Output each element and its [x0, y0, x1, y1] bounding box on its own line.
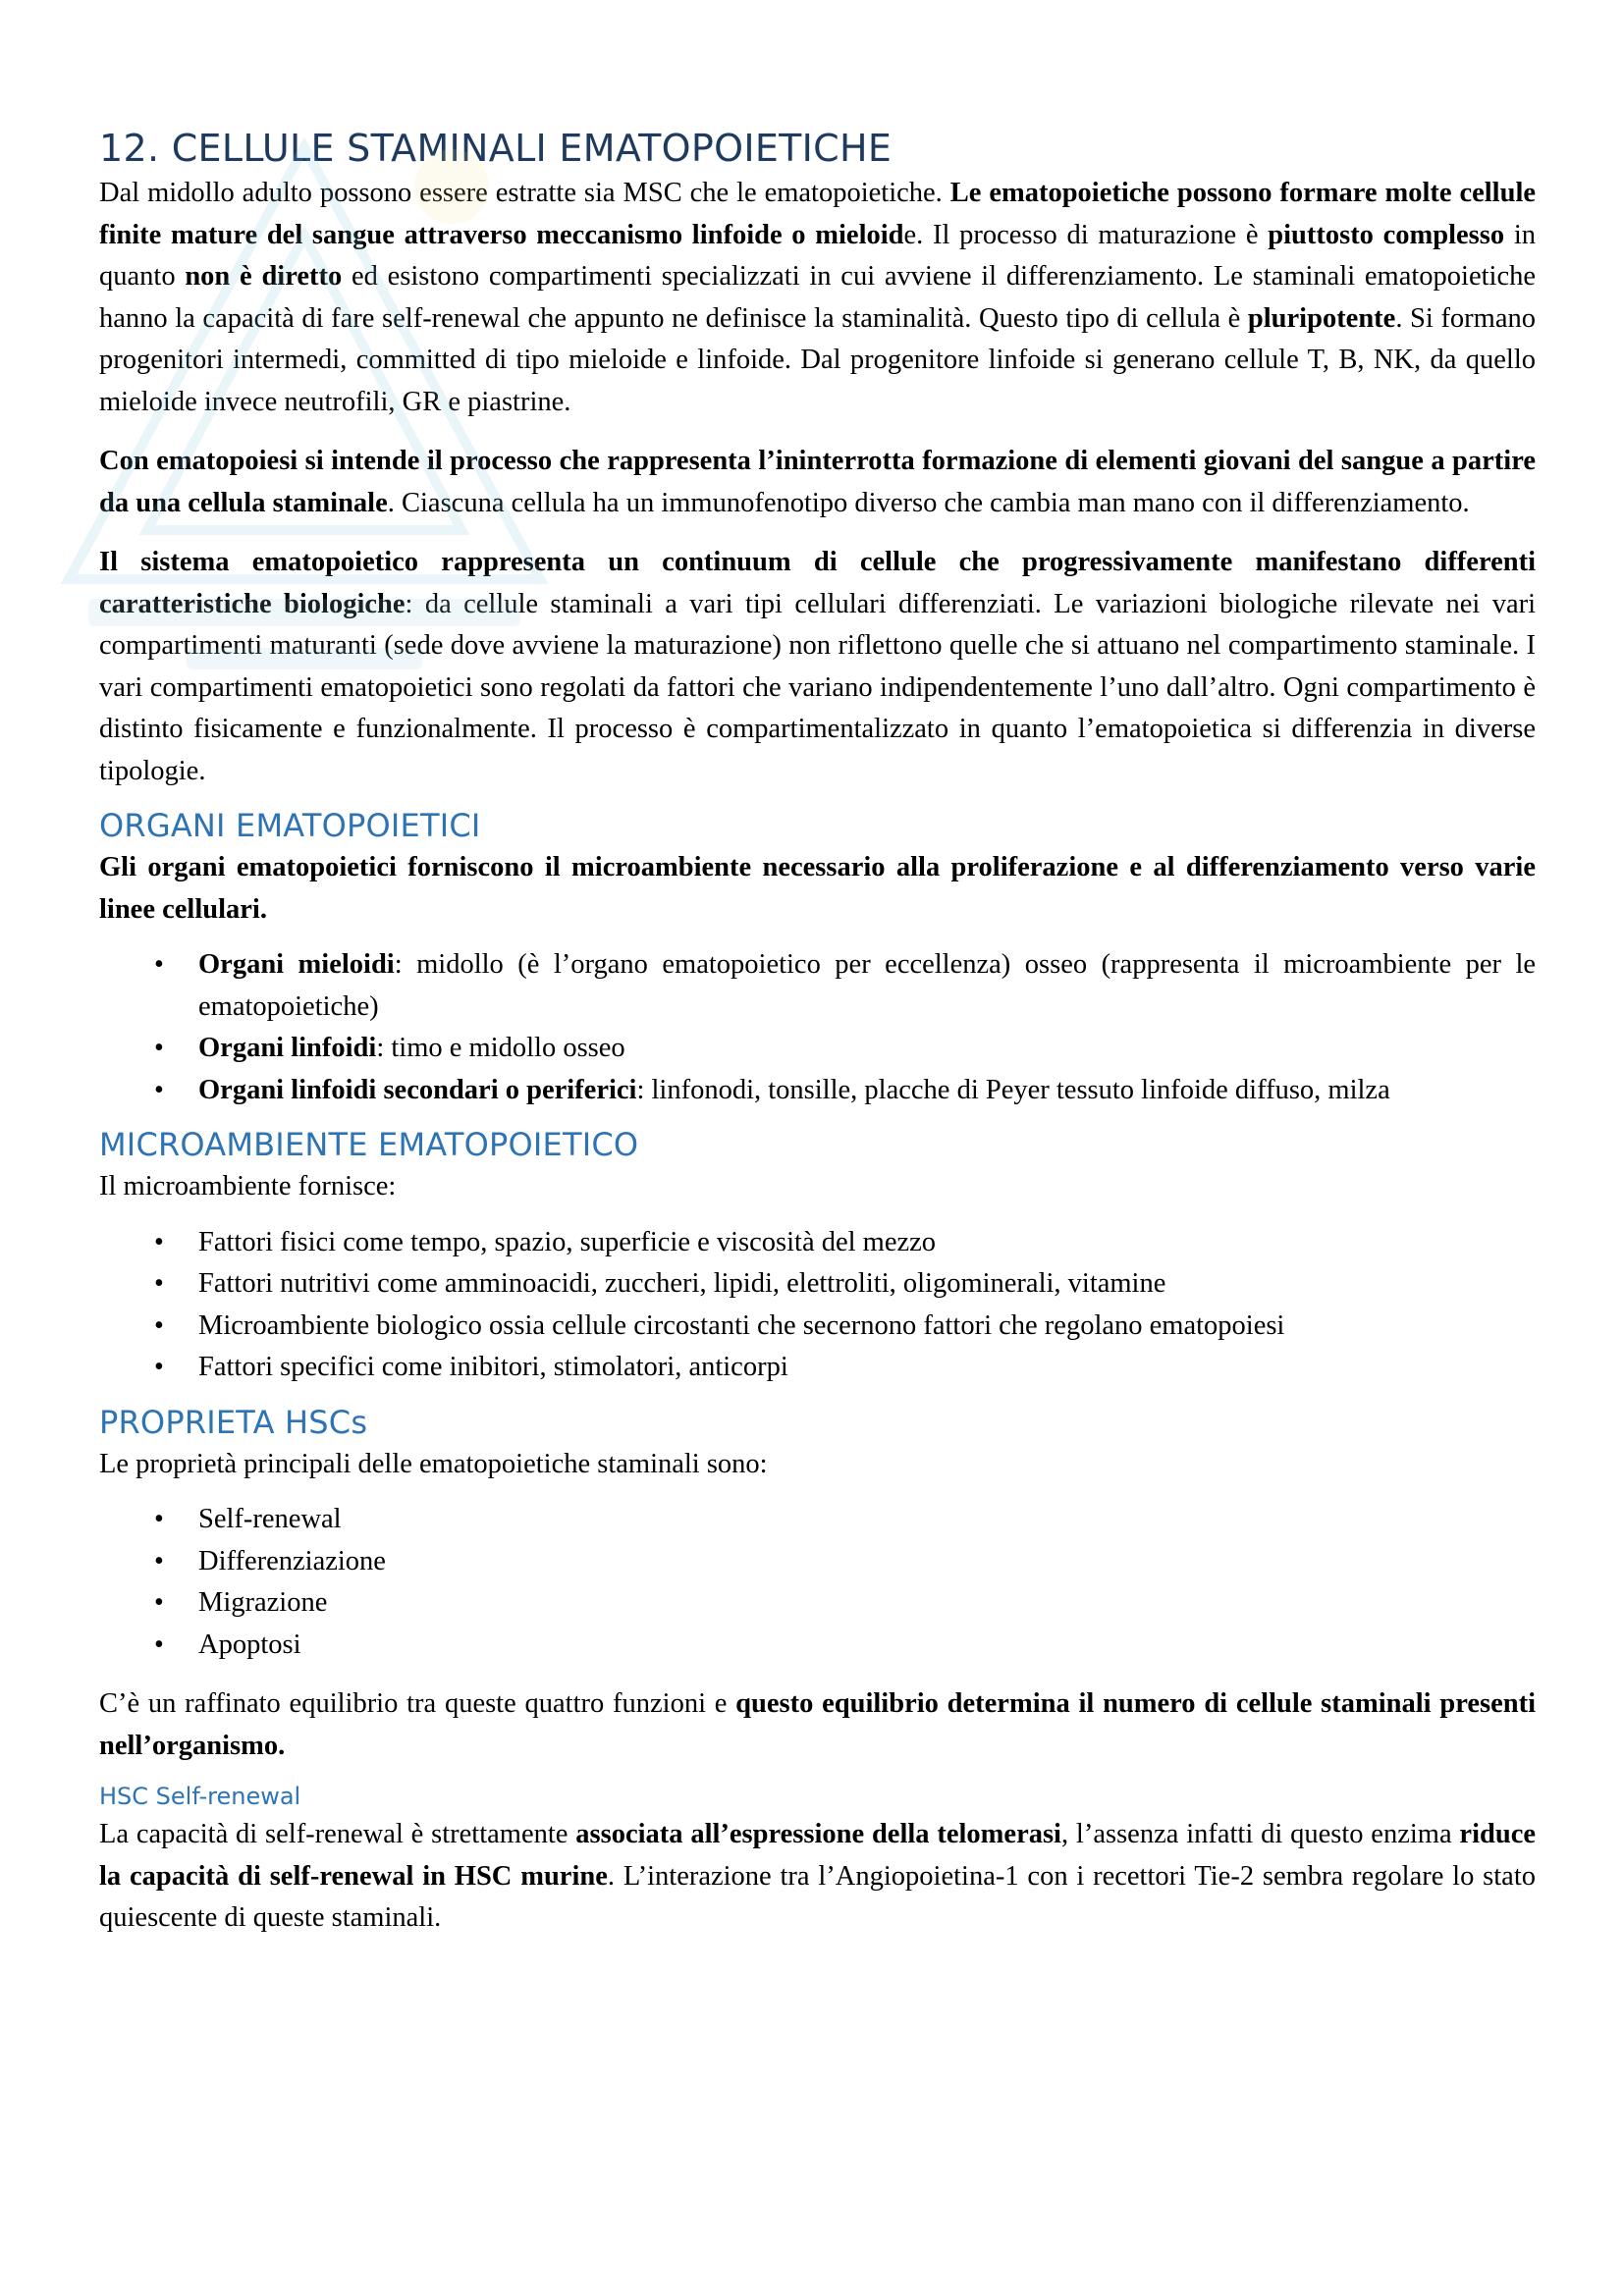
intro-paragraph: Dal midollo adulto possono essere estratte sia MSC che le ematopoietiche. Le ematopoietiche possono formare molte cellule finite mature del sangue attraverso meccanismo linfoide o mieloide. Il processo di maturazione è piuttosto complesso in quanto non è diretto ed esistono compartimenti specializzati in cui avviene il differenziamento. Le staminali ematopoietiche hanno la capacità di fare self-renewal che appunto ne definisce la staminalità. Questo tipo di cellula è pluripotente. Si formano progenitori intermedi, committed di tipo mieloide e linfoide. Dal progenitore linfoide si generano cellule T, B, NK, da quello mieloide invece neutrofili, GR e piastrine.	[99, 178, 1537, 417]
ematopoiesi-definition-paragraph: Con ematopoiesi si intende il processo che rappresenta l’ininterrotta formazione di elementi giovani del sangue a partire da una cellula staminale. Ciascuna cellula ha un immunofenotipo diverso che cambia man mano con il differenziamento.	[99, 446, 1536, 518]
equilibrio-paragraph: C’è un raffinato equilibrio tra queste quattro funzioni e questo equilibrio determina il numero di cellule staminali presenti nell’organismo.	[99, 1688, 1536, 1761]
organi-lead: Gli organi ematopoietici forniscono il microambiente necessario alla proliferazione e al differenziamento verso varie linee cellulari.	[99, 852, 1536, 925]
list-item: • Apoptosi	[99, 1625, 1536, 1667]
section-heading-organi: ORGANI EMATOPOIETICI	[99, 807, 481, 844]
list-item: • Fattori specifici come inibitori, stimolatori, anticorpi	[99, 1347, 1536, 1389]
section-heading-microambiente: MICROAMBIENTE EMATOPOIETICO	[99, 1126, 639, 1163]
list-item: • Migrazione	[99, 1582, 1536, 1625]
subheading-hsc-self-renewal: HSC Self-renewal	[99, 1783, 301, 1810]
proprieta-lead: Le proprietà principali delle ematopoietiche staminali sono:	[99, 1448, 768, 1479]
list-item: • Organi linfoidi: timo e midollo osseo	[99, 1028, 1536, 1070]
proprieta-list	[99, 1499, 1536, 1666]
list-item: • Fattori nutritivi come amminoacidi, zuccheri, lipidi, elettroliti, oligominerali, vitamine	[99, 1263, 1536, 1306]
list-item: • Fattori fisici come tempo, spazio, superficie e viscosità del mezzo	[99, 1222, 1536, 1264]
list-item: • Organi mieloidi: midollo (è l’organo ematopoietico per eccellenza) osseo (rappresenta il microambiente per le ematopoietiche)	[99, 944, 1536, 1028]
microambiente-list	[99, 1222, 1536, 1389]
list-item: • Organi linfoidi secondari o periferici: linfonodi, tonsille, placche di Peyer tessuto linfoide diffuso, milza	[99, 1070, 1536, 1112]
list-item: • Differenziazione	[99, 1541, 1536, 1583]
organi-list	[99, 944, 1536, 1111]
page-title: 12. CELLULE STAMINALI EMATOPOIETICHE	[99, 127, 893, 170]
microambiente-lead: Il microambiente fornisce:	[99, 1171, 397, 1201]
self-renewal-paragraph: La capacità di self-renewal è strettamente associata all’espressione della telomerasi, l’assenza infatti di questo enzima riduce la capacità di self-renewal in HSC murine. L’interazione tra l’Angiopoietina-1 con i recettori Tie-2 sembra regolare lo stato quiescente di queste staminali.	[99, 1819, 1536, 1933]
list-item: • Microambiente biologico ossia cellule circostanti che secernono fattori che regolano ematopoiesi	[99, 1306, 1536, 1348]
section-heading-proprieta: PROPRIETA HSCs	[99, 1403, 368, 1441]
sistema-ematopoietico-paragraph: Il sistema ematopoietico rappresenta un continuum di cellule che progressivamente manifestano differenti caratteristiche biologiche: da cellule staminali a vari tipi cellulari differenziati. Le variazioni biologiche rilevate nei vari compartimenti maturanti (sede dove avviene la maturazione) non riflettono quelle che si attuano nel compartimento staminale. I vari compartimenti ematopoietici sono regolati da fattori che variano indipendentemente l’uno dall’altro. Ogni compartimento è distinto fisicamente e funzionalmente. Il processo è compartimentalizzato in quanto l’ematopoietica si differenzia in diverse tipologie.	[99, 547, 1537, 786]
list-item: • Self-renewal	[99, 1499, 1536, 1541]
